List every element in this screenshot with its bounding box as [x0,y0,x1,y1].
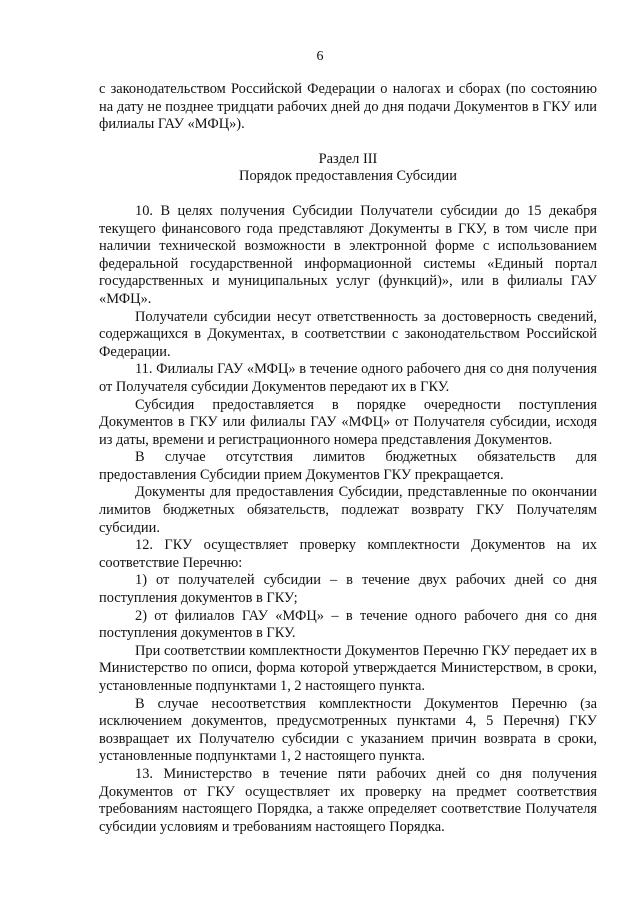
paragraph-return: Документы для предоставления Субсидии, представленные по окончании лимитов бюджетных обязательств, подлежат возврату ГКУ Получателям субсидии. [99,484,597,536]
paragraph-order: Субсидия предоставляется в порядке очередности поступления Документов в ГКУ или филиалы ГАУ «МФЦ» от Получателя субсидии, исходя из даты, времени и регистрационного номера представления Документов. [99,396,597,448]
document-body [99,81,597,836]
paragraph-12: 12. ГКУ осуществляет проверку комплектности Документов на их соответствие Перечню: [99,537,597,571]
paragraph-11: 11. Филиалы ГАУ «МФЦ» в течение одного рабочего дня со дня получения от Получателя субсидии Документов передают их в ГКУ. [99,361,597,395]
spacer [99,134,597,151]
paragraph-13: 13. Министерство в течение пяти рабочих дней со дня получения Документов от ГКУ осуществляет их проверку на предмет соответствия требованиям настоящего Порядка, а также определяет соответствие Получателя субсидии условиям и требованиям настоящего Порядка. [99,765,597,835]
section-title: Раздел III [318,150,378,167]
page-number: 6 [316,49,324,64]
paragraph-10: 10. В целях получения Субсидии Получатели субсидии до 15 декабря текущего финансового года представляют Документы в ГКУ, в том числе при наличии технической возможности в электронной форме с использованием федеральной государственной информационной системы «Единый портал государственных и муниципальных услуг (функций)», или в филиалы ГАУ «МФЦ». [99,202,597,307]
intro-paragraph: с законодательством Российской Федерации о налогах и сборах (по состоянию на дату не позднее тридцати рабочих дней до дня подачи Документов в ГКУ или филиалы ГАУ «МФЦ»). [99,81,597,133]
paragraph-no-limits: В случае отсутствия лимитов бюджетных обязательств для предоставления Субсидии прием Документов ГКУ прекращается. [99,449,597,483]
paragraph-12-2: 2) от филиалов ГАУ «МФЦ» – в течение одного рабочего дня со дня поступления документов в ГКУ. [99,607,597,642]
spacer [99,186,597,203]
paragraph-compliance: При соответствии комплектности Документов Перечню ГКУ передает их в Министерство по описи, форма которой утверждается Министерством, в сроки, установленные подпунктами 1, 2 настоящего пункта. [99,642,597,694]
paragraph-responsibility: Получатели субсидии несут ответственность за достоверность сведений, содержащихся в Документах, в соответствии с законодательством Российской Федерации. [99,308,597,360]
section-subtitle: Порядок предоставления Субсидии [239,168,457,185]
paragraph-12-1: 1) от получателей субсидии – в течение двух рабочих дней со дня поступления документов в ГКУ; [99,572,597,607]
paragraph-noncompliance: В случае несоответствия комплектности Документов Перечню (за исключением документов, предусмотренных пунктами 4, 5 Перечня) ГКУ возвращает их Получателю субсидии с указанием причин возврата в сроки, установленные подпунктами 1, 2 настоящего пункта. [99,695,597,765]
